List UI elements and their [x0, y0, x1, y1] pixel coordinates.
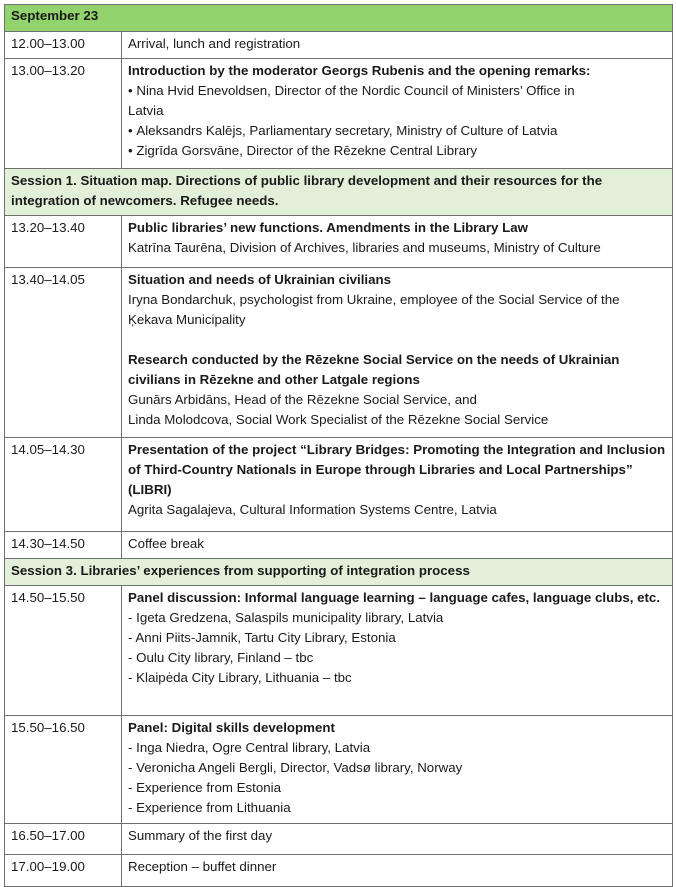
time-cell: 13.20–13.40	[5, 216, 122, 268]
day-header: September 23	[5, 5, 673, 32]
session-header: Session 3. Libraries’ experiences from supporting of integration process	[5, 559, 673, 586]
agenda-row	[5, 438, 673, 532]
speaker-text: Gunārs Arbidāns, Head of the Rēzekne Social Service, and	[128, 392, 477, 407]
panelist-item: - Igeta Gredzena, Salaspils municipality library, Latvia	[128, 610, 444, 625]
speaker-item: • Nina Hvid Enevoldsen, Director of the Nordic Council of Ministers’ Office in	[128, 81, 667, 101]
time-cell: 12.00–13.00	[5, 32, 122, 59]
agenda-table	[4, 4, 673, 887]
time-cell: 14.05–14.30	[5, 438, 122, 532]
panelist-item: - Oulu City library, Finland – tbc	[128, 650, 314, 665]
agenda-row	[5, 32, 673, 59]
speaker-text: Linda Molodcova, Social Work Specialist of the Rēzekne Social Service	[128, 412, 549, 427]
item-title: Introduction by the moderator Georgs Rubenis and the opening remarks:	[128, 63, 591, 78]
speaker-item: Latvia	[128, 103, 164, 118]
panelist-item: - Anni Piits-Jamnik, Tartu City Library, Estonia	[128, 630, 396, 645]
description-cell	[122, 59, 673, 169]
speaker-item: • Zigrīda Gorsvāne, Director of the Rēzekne Central Library	[128, 141, 667, 161]
description-cell: Summary of the first day	[122, 824, 673, 855]
description-cell	[122, 716, 673, 824]
time-cell: 14.50–15.50	[5, 586, 122, 716]
panelist-item: - Experience from Lithuania	[128, 800, 291, 815]
time-cell: 15.50–16.50	[5, 716, 122, 824]
time-cell: 16.50–17.00	[5, 824, 122, 855]
item-title: Research conducted by the Rēzekne Social Service on the needs of Ukrainian civilians in Rēzekne and other Latgale regions	[128, 352, 620, 387]
description-cell: Coffee break	[122, 532, 673, 559]
agenda-row	[5, 268, 673, 438]
item-title: Panel discussion: Informal language learning – language cafes, language clubs, etc.	[128, 590, 661, 605]
agenda-row	[5, 855, 673, 887]
agenda-row	[5, 716, 673, 824]
agenda-row	[5, 586, 673, 716]
description-cell: Reception – buffet dinner	[122, 855, 673, 887]
agenda-row	[5, 216, 673, 268]
time-cell: 13.00–13.20	[5, 59, 122, 169]
session-header: Session 1. Situation map. Directions of public library development and their resources for the integration of newcomers. Refugee needs.	[5, 169, 673, 216]
item-title: Public libraries’ new functions. Amendments in the Library Law	[128, 220, 528, 235]
time-cell: 13.40–14.05	[5, 268, 122, 438]
panelist-item: - Veronicha Angeli Bergli, Director, Vadsø library, Norway	[128, 760, 463, 775]
item-title: Panel: Digital skills development	[128, 720, 335, 735]
time-cell: 14.30–14.50	[5, 532, 122, 559]
agenda-row	[5, 824, 673, 855]
day-header-row	[5, 5, 673, 32]
item-title: Presentation of the project “Library Bridges: Promoting the Integration and Inclusion of Third-Country Nationals in Europe through Libraries and Local Partnerships” (LIBRI)	[128, 442, 666, 497]
speaker-item: • Aleksandrs Kalējs, Parliamentary secretary, Ministry of Culture of Latvia	[128, 121, 667, 141]
panelist-item: - Klaipėda City Library, Lithuania – tbc	[128, 670, 352, 685]
description-cell: Arrival, lunch and registration	[122, 32, 673, 59]
agenda-row	[5, 59, 673, 169]
speaker-text: Agrita Sagalajeva, Cultural Information Systems Centre, Latvia	[128, 502, 497, 517]
description-cell	[122, 438, 673, 532]
session-header-row	[5, 169, 673, 216]
description-cell	[122, 268, 673, 438]
agenda-row	[5, 532, 673, 559]
time-cell: 17.00–19.00	[5, 855, 122, 887]
speaker-text: Katrīna Taurēna, Division of Archives, libraries and museums, Ministry of Culture	[128, 240, 601, 255]
item-title: Situation and needs of Ukrainian civilians	[128, 272, 392, 287]
session-header-row	[5, 559, 673, 586]
speaker-text: Iryna Bondarchuk, psychologist from Ukraine, employee of the Social Service of the Ķekava Municipality	[128, 292, 620, 327]
panelist-item: - Inga Niedra, Ogre Central library, Latvia	[128, 740, 371, 755]
description-cell	[122, 216, 673, 268]
panelist-item: - Experience from Estonia	[128, 780, 281, 795]
description-cell	[122, 586, 673, 716]
